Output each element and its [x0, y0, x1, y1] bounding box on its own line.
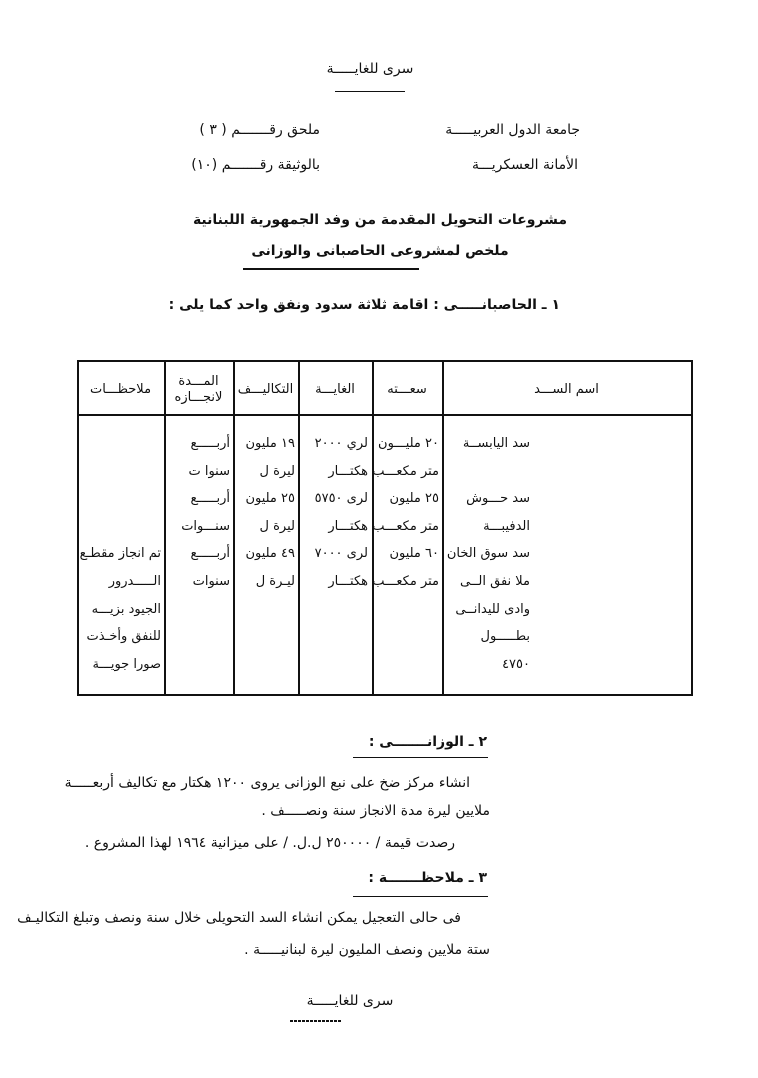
- table-cell: ملا نفق الــى: [459, 573, 530, 589]
- table-cell: سد حـــوش: [466, 491, 530, 507]
- document-reference: بالوثيقة رقـــــــم (١٠): [191, 157, 320, 173]
- table-cell: ٢٠ مليـــون: [378, 436, 439, 451]
- classification-top: سرى للغايـــــة: [326, 61, 414, 77]
- table-cell: ليـرة ل: [255, 573, 295, 589]
- table-cell: سد اليابســة: [462, 436, 530, 451]
- table-cell: سنوات: [192, 573, 230, 589]
- column-dam-name: [446, 430, 530, 678]
- section1-heading: ١ ـ الحاصبانـــــى : اقامة ثلاثة سدود ونفق واحد كما يلى :: [168, 297, 560, 313]
- table-cell: سد سوق الخان: [446, 546, 530, 562]
- table-cell: متر مكعـــب: [372, 518, 439, 534]
- table-cell: لري ٢٠٠٠: [314, 436, 368, 451]
- table-cell: بطـــــول: [480, 629, 530, 645]
- header-duration: المـــدة لانجـــازه: [174, 374, 223, 405]
- table-cell: [80, 485, 161, 513]
- table-cell: هكتـــار: [328, 518, 368, 534]
- column-capacity: [372, 430, 439, 596]
- table-cell: [80, 430, 161, 458]
- section3-para-line1: فى حالى التعجيل يمكن انشاء السد التحويلى خلال سنة ونصف وتبلغ التكاليـف: [17, 910, 461, 926]
- section3-underline: [353, 896, 488, 897]
- section3-heading: ٣ ـ ملاحظـــــــة :: [368, 870, 487, 886]
- table-cell: سنـــوات: [181, 518, 230, 534]
- table-cell: [450, 458, 530, 486]
- table-cell: لرى ٥٧٥٠: [314, 491, 368, 507]
- table-cell: الجيود بزيـــه: [91, 601, 161, 617]
- table-cell: متر مكعـــب: [372, 463, 439, 479]
- title-underline: [243, 268, 419, 270]
- table-cell: ٢٥ مليون: [389, 491, 439, 507]
- table-cell: الدفيبـــة: [483, 518, 530, 534]
- column-cost: [237, 430, 295, 596]
- header-cost: التكاليـــف: [237, 382, 294, 397]
- org-name: جامعة الدول العربيـــــة: [445, 122, 580, 138]
- header-dam-name: اسم الســـد: [534, 382, 599, 397]
- title-line2: ملخص لمشروعى الحاصبانى والوزانى: [251, 243, 509, 259]
- section2-heading: ٢ ـ الوزانـــــــى :: [368, 734, 487, 750]
- section2-underline: [353, 757, 488, 758]
- header-capacity: سعـــته: [387, 382, 427, 397]
- org-department: الأمانة العسكريـــة: [471, 157, 578, 173]
- table-cell: صورا جويـــة: [92, 656, 161, 672]
- table-cell: أربـــــع: [190, 546, 230, 562]
- table-cell: ليرة ل: [259, 463, 295, 479]
- table-cell: [80, 458, 161, 486]
- dotted-divider: [290, 1020, 342, 1022]
- column-notes: [80, 430, 161, 678]
- table-cell: ١٩ مليون: [245, 436, 295, 451]
- table-cell: هكتـــار: [328, 573, 368, 589]
- column-duration: [168, 430, 230, 596]
- table-cell: لرى ٧٠٠٠: [314, 546, 368, 562]
- table-cell: وادى لليدانــى: [455, 601, 530, 617]
- column-purpose: [302, 430, 368, 596]
- table-cell: هكتـــار: [328, 463, 368, 479]
- divider: [335, 91, 405, 92]
- table-cell: متر مكعـــب: [372, 573, 439, 589]
- title-line1: مشروعات التحويل المقدمة من وفد الجمهورية اللبنانية: [192, 212, 568, 228]
- section2-para-line3: رصدت قيمة / ٢٥٠٠٠٠ ل.ل. / على ميزانية ١٩٦٤ لهذا المشروع .: [84, 835, 455, 851]
- table-cell: ٢٥ مليون: [245, 491, 295, 507]
- section2-para-line1: انشاء مركز ضخ على نبع الوزانى يروى ١٢٠٠ هكتار مع تكاليف أربعـــــة: [64, 775, 470, 791]
- annex-number: ملحق رقـــــــم ( ٣ ): [199, 122, 320, 138]
- table-cell: ٦٠ مليون: [389, 546, 439, 562]
- table-cell: أربـــــع: [190, 491, 230, 507]
- header-purpose: الغايـــة: [315, 382, 355, 397]
- header-notes: ملاحظـــات: [89, 382, 152, 397]
- section2-para-line2: ملايين ليرة مدة الانجاز سنة ونصـــــف .: [261, 803, 490, 819]
- table-cell: للنفق وأخـذت: [86, 629, 161, 645]
- classification-bottom: سرى للغايـــــة: [306, 993, 394, 1009]
- table-cell: تم انجاز مقطـع: [79, 546, 161, 562]
- table-cell: ٤٧٥٠: [502, 656, 530, 672]
- table-cell: أربـــــع: [190, 436, 230, 451]
- table-cell: ليرة ل: [259, 518, 295, 534]
- table-cell: سنوا ت: [188, 463, 230, 479]
- section3-para-line2: ستة ملايين ونصف المليون ليرة لبنانيـــــة .: [244, 942, 490, 958]
- table-cell: [80, 513, 161, 541]
- table-cell: الـــــدرور: [108, 573, 161, 589]
- table-cell: ٤٩ مليون: [245, 546, 295, 562]
